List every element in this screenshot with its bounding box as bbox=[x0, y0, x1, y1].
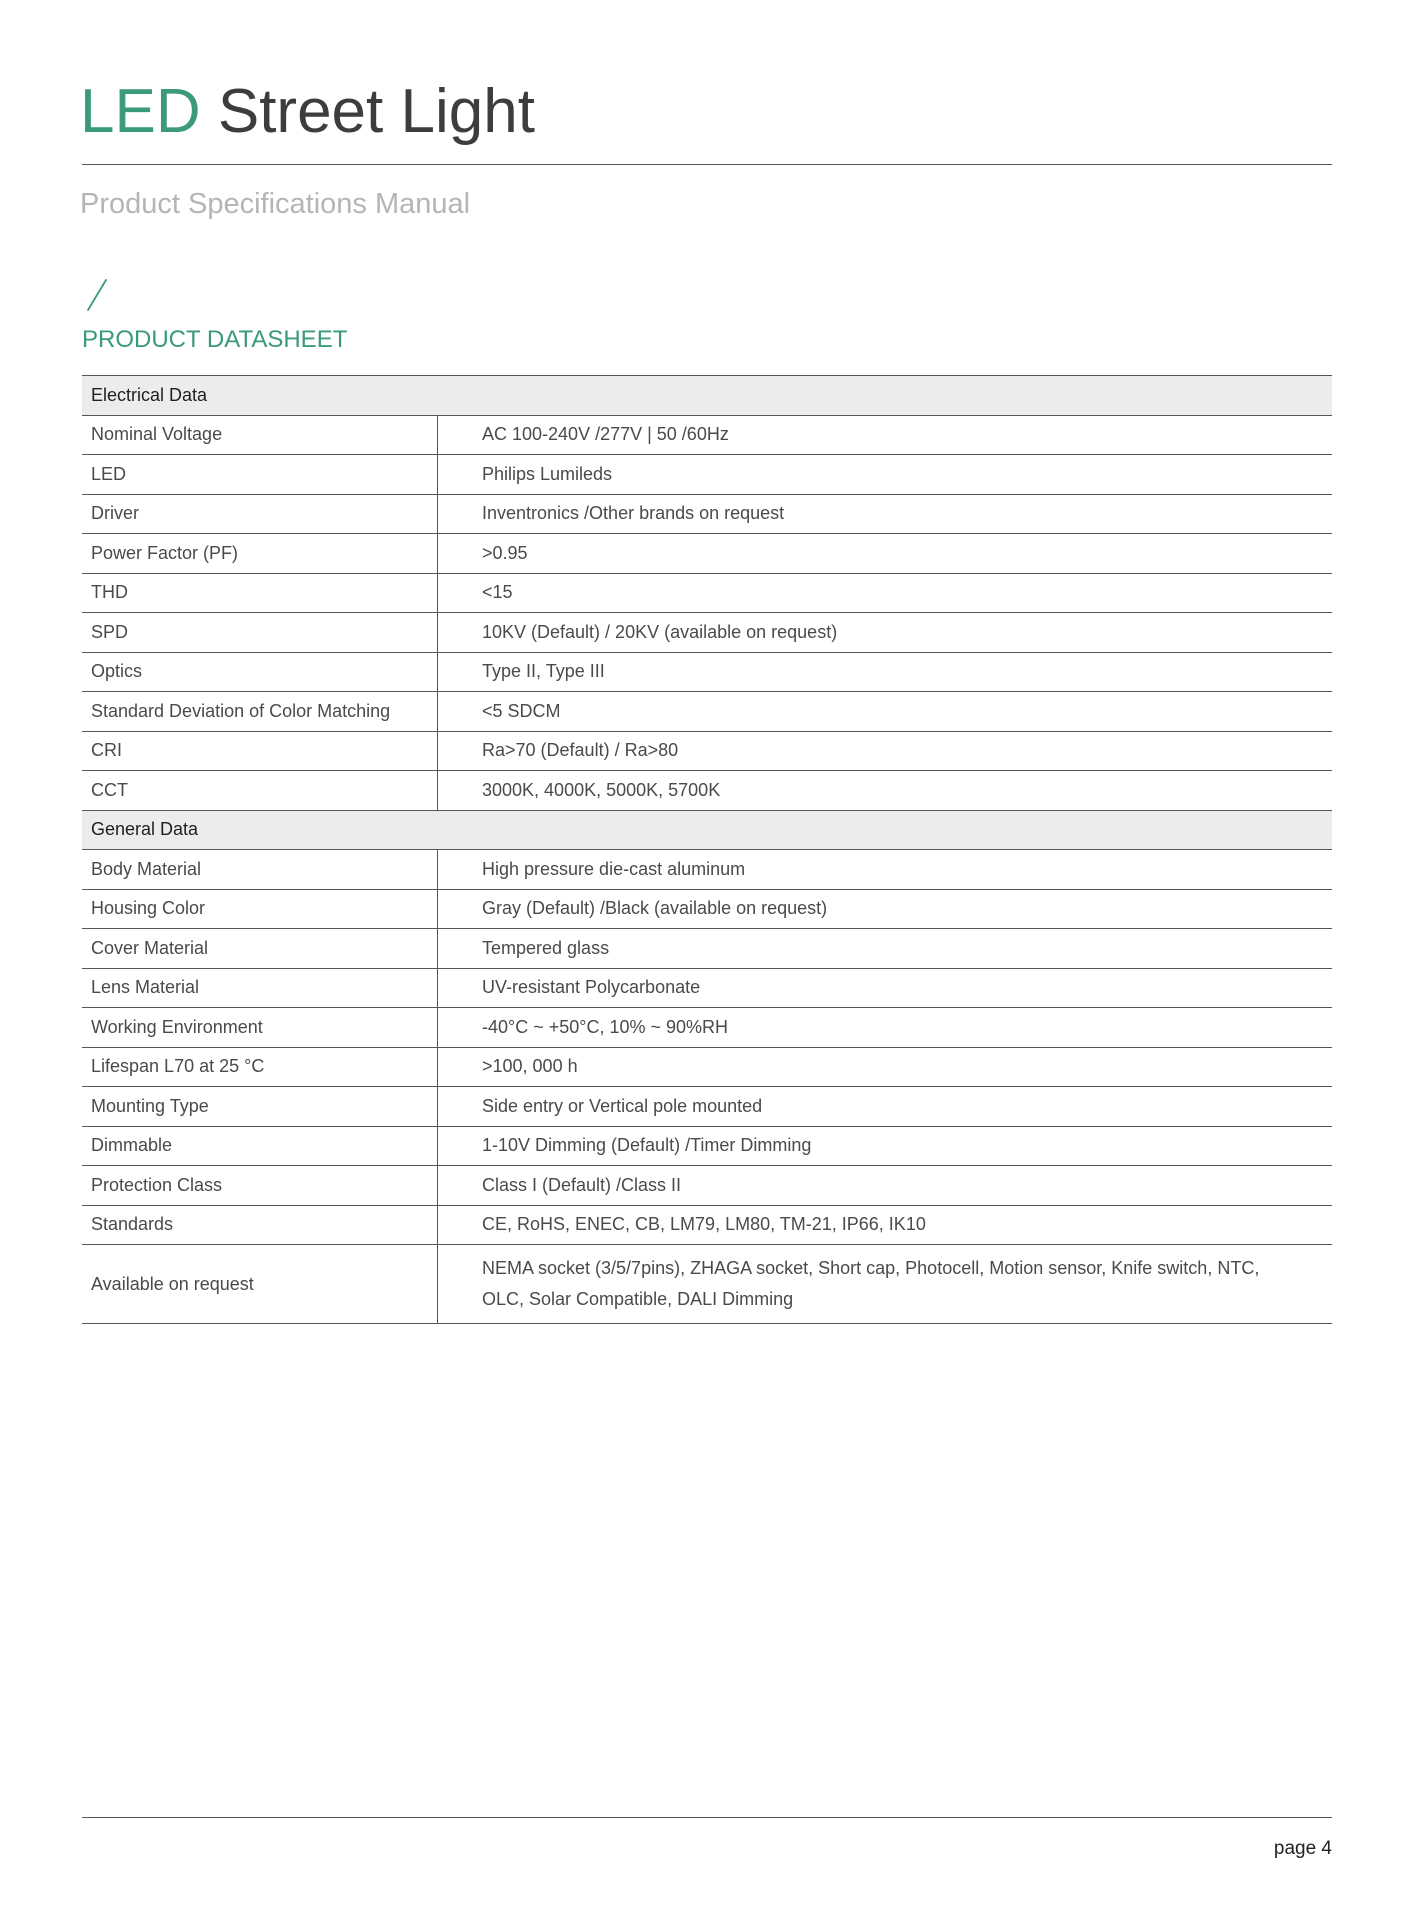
table-row bbox=[82, 968, 1332, 1008]
page-title bbox=[80, 72, 535, 152]
spec-table bbox=[82, 375, 1332, 1324]
spec-label: THD bbox=[82, 573, 438, 613]
spec-value: -40°C ~ +50°C, 10% ~ 90%RH bbox=[438, 1008, 1333, 1048]
spec-value: 3000K, 4000K, 5000K, 5700K bbox=[438, 771, 1333, 811]
spec-label: LED bbox=[82, 455, 438, 495]
spec-label: Lens Material bbox=[82, 968, 438, 1008]
spec-label: Cover Material bbox=[82, 929, 438, 969]
table-row bbox=[82, 534, 1332, 574]
group-row-general bbox=[82, 810, 1332, 850]
spec-value: Gray (Default) /Black (available on request) bbox=[438, 889, 1333, 929]
spec-label: Working Environment bbox=[82, 1008, 438, 1048]
table-row bbox=[82, 1126, 1332, 1166]
spec-label: Standards bbox=[82, 1205, 438, 1245]
table-row bbox=[82, 1245, 1332, 1324]
group-row-electrical bbox=[82, 376, 1332, 416]
table-row bbox=[82, 1205, 1332, 1245]
spec-label: Mounting Type bbox=[82, 1087, 438, 1127]
spec-label: Dimmable bbox=[82, 1126, 438, 1166]
spec-label: Nominal Voltage bbox=[82, 415, 438, 455]
spec-label: CCT bbox=[82, 771, 438, 811]
spec-value: Side entry or Vertical pole mounted bbox=[438, 1087, 1333, 1127]
table-row bbox=[82, 1166, 1332, 1206]
table-row bbox=[82, 494, 1332, 534]
spec-label: Body Material bbox=[82, 850, 438, 890]
spec-value: Tempered glass bbox=[438, 929, 1333, 969]
spec-value: Class I (Default) /Class II bbox=[438, 1166, 1333, 1206]
table-row bbox=[82, 731, 1332, 771]
spec-value: <15 bbox=[438, 573, 1333, 613]
spec-label: Driver bbox=[82, 494, 438, 534]
page-subtitle: Product Specifications Manual bbox=[80, 188, 471, 220]
spec-label: SPD bbox=[82, 613, 438, 653]
spec-value: AC 100-240V /277V | 50 /60Hz bbox=[438, 415, 1333, 455]
title-accent: LED bbox=[80, 77, 201, 146]
table-row bbox=[82, 1087, 1332, 1127]
header-divider bbox=[82, 164, 1332, 165]
spec-label: Optics bbox=[82, 652, 438, 692]
table-row bbox=[82, 692, 1332, 732]
spec-value: UV-resistant Polycarbonate bbox=[438, 968, 1333, 1008]
table-row bbox=[82, 455, 1332, 495]
table-row bbox=[82, 573, 1332, 613]
spec-value: >0.95 bbox=[438, 534, 1333, 574]
spec-value: Philips Lumileds bbox=[438, 455, 1333, 495]
slash-decoration-icon bbox=[84, 278, 110, 312]
spec-value: High pressure die-cast aluminum bbox=[438, 850, 1333, 890]
spec-value: <5 SDCM bbox=[438, 692, 1333, 732]
spec-label: Lifespan L70 at 25 °C bbox=[82, 1047, 438, 1087]
section-title: PRODUCT DATASHEET bbox=[82, 326, 348, 353]
group-heading: General Data bbox=[82, 810, 1332, 850]
spec-value: CE, RoHS, ENEC, CB, LM79, LM80, TM-21, IP66, IK10 bbox=[438, 1205, 1333, 1245]
group-heading: Electrical Data bbox=[82, 376, 1332, 416]
spec-value: Inventronics /Other brands on request bbox=[438, 494, 1333, 534]
spec-table-container bbox=[82, 375, 1332, 1324]
spec-value: Type II, Type III bbox=[438, 652, 1333, 692]
table-row bbox=[82, 929, 1332, 969]
table-row bbox=[82, 771, 1332, 811]
spec-value: NEMA socket (3/5/7pins), ZHAGA socket, Short cap, Photocell, Motion sensor, Knife switch, NTC, OLC, Solar Compatible, DALI Dimming bbox=[438, 1245, 1333, 1324]
spec-label: Available on request bbox=[82, 1245, 438, 1324]
table-row bbox=[82, 1047, 1332, 1087]
footer-divider bbox=[82, 1817, 1332, 1818]
table-row bbox=[82, 850, 1332, 890]
table-row bbox=[82, 613, 1332, 653]
page-number: page 4 bbox=[1273, 1838, 1332, 1859]
spec-value: >100, 000 h bbox=[438, 1047, 1333, 1087]
spec-value: 1-10V Dimming (Default) /Timer Dimming bbox=[438, 1126, 1333, 1166]
table-row bbox=[82, 889, 1332, 929]
spec-label: Protection Class bbox=[82, 1166, 438, 1206]
spec-value: Ra>70 (Default) / Ra>80 bbox=[438, 731, 1333, 771]
spec-label: CRI bbox=[82, 731, 438, 771]
spec-label: Housing Color bbox=[82, 889, 438, 929]
spec-value: 10KV (Default) / 20KV (available on request) bbox=[438, 613, 1333, 653]
table-row bbox=[82, 1008, 1332, 1048]
table-row bbox=[82, 415, 1332, 455]
table-row bbox=[82, 652, 1332, 692]
title-rest: Street Light bbox=[217, 77, 535, 146]
spec-label: Standard Deviation of Color Matching bbox=[82, 692, 438, 732]
spec-label: Power Factor (PF) bbox=[82, 534, 438, 574]
